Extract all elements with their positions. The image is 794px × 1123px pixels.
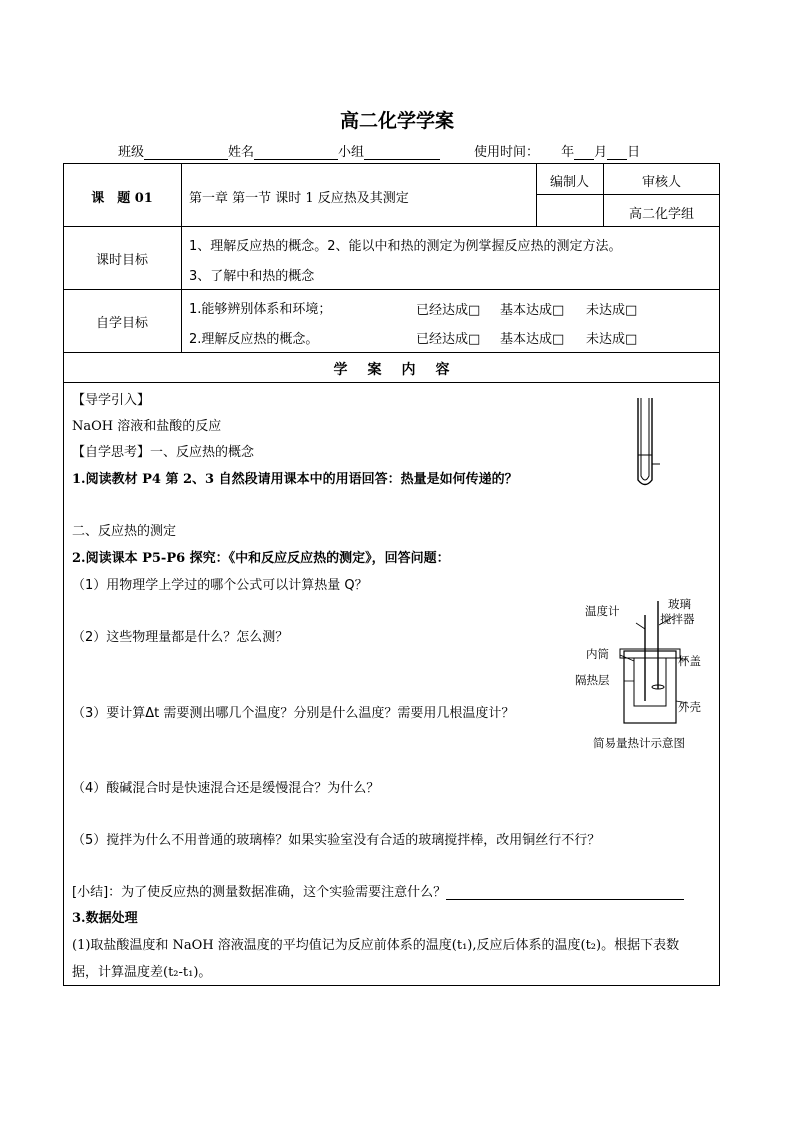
day-label: 日 — [627, 145, 641, 160]
test-tube-icon — [628, 396, 662, 492]
data-task-line-1: (1)取盐酸温度和 NaOH 溶液温度的平均值记为反应前体系的温度(t₁),反应后体系的温度(t₂)。根据下表数 — [72, 938, 680, 953]
group-field[interactable] — [364, 145, 440, 160]
status-not-achieved-option[interactable]: 未达成□ — [586, 303, 638, 318]
reviewer-label: 审核人 — [641, 175, 681, 190]
row-divider — [63, 289, 720, 290]
reviewer-value: 高二化学组 — [628, 207, 694, 222]
figure-caption: 简易量热计示意图 — [593, 736, 685, 750]
status-basic-option[interactable]: 基本达成□ — [500, 303, 565, 318]
sub-question-4: （4）酸碱混合时是快速混合还是缓慢混合？为什么？ — [72, 781, 380, 796]
intro-text: NaOH 溶液和盐酸的反应 — [72, 419, 222, 434]
summary-answer-blank[interactable] — [446, 885, 684, 900]
status-not-achieved-option[interactable]: 未达成□ — [586, 332, 638, 347]
stirrer-label: 玻璃 — [668, 597, 691, 611]
thermometer-label: 温度计 — [585, 604, 620, 618]
day-field[interactable] — [607, 145, 627, 160]
data-task-line-2: 据，计算温度差(t₂-t₁)。 — [72, 965, 212, 980]
insulation-label: 隔热层 — [575, 673, 610, 687]
summary-text: [小结]：为了使反应热的测量数据准确，这个实验需要注意什么？ — [72, 885, 447, 900]
self-study-item-text: 2.理解反应热的概念。 — [189, 332, 319, 347]
topic-label: 课 题 01 — [91, 191, 153, 206]
objectives-line-2: 3、了解中和热的概念 — [189, 269, 315, 284]
row-divider — [536, 194, 720, 195]
objectives-line-1: 1、理解反应热的概念。2、能以中和热的测定为例掌握反应热的测定方法。 — [189, 239, 622, 254]
row-divider — [63, 352, 720, 353]
month-field[interactable] — [574, 145, 594, 160]
date-label: 使用时间： — [474, 145, 540, 160]
year-label: 年 — [561, 145, 575, 160]
sub-question-2: （2）这些物理量都是什么？怎么测？ — [72, 630, 289, 645]
col-divider — [181, 163, 182, 352]
topic-title: 第一章 第一节 课时 1 反应热及其测定 — [189, 191, 409, 206]
question-1: 1.阅读教材 P4 第 2、3 自然段请用课本中的用语回答：热量是如何传递的？ — [72, 472, 518, 487]
sub-question-5: （5）搅拌为什么不用普通的玻璃棒？如果实验室没有合适的玻璃搅拌棒，改用铜丝行不行？ — [72, 833, 601, 848]
section-title: 学案内容 — [333, 362, 470, 378]
class-field[interactable] — [144, 145, 228, 160]
group-label: 小组 — [338, 145, 365, 160]
name-label: 姓名 — [228, 145, 255, 160]
info-line — [118, 141, 640, 160]
sub-question-3: （3）要计算Δt 需要测出哪几个温度？分别是什么温度？需要用几根温度计？ — [72, 706, 515, 721]
shell-label: 外壳 — [678, 700, 701, 714]
objectives-label: 课时目标 — [95, 253, 148, 268]
month-label: 月 — [594, 145, 608, 160]
status-basic-option[interactable]: 基本达成□ — [500, 332, 565, 347]
class-label: 班级 — [118, 145, 145, 160]
inner-cylinder-label: 内筒 — [586, 647, 609, 661]
row-divider — [63, 382, 720, 383]
think-heading: 【自学思考】一、反应热的概念 — [72, 445, 255, 460]
self-study-label: 自学目标 — [95, 316, 148, 331]
part-2-heading: 二、反应热的测定 — [72, 524, 177, 539]
summary-prompt — [72, 881, 684, 900]
status-achieved-option[interactable]: 已经达成□ — [416, 332, 481, 347]
self-study-item-text: 1.能够辨别体系和环境； — [189, 302, 332, 317]
name-field[interactable] — [254, 145, 338, 160]
page-title: 高二化学学案 — [339, 110, 454, 132]
lid-label: 杯盖 — [678, 654, 701, 668]
status-achieved-option[interactable]: 已经达成□ — [416, 303, 481, 318]
row-divider — [63, 226, 720, 227]
intro-heading: 【导学引入】 — [72, 393, 151, 408]
question-3: 3.数据处理 — [72, 911, 138, 926]
stirrer-label: 搅拌器 — [660, 612, 695, 626]
question-2: 2.阅读课本 P5-P6 探究：《中和反应反应热的测定》，回答问题： — [72, 551, 450, 566]
sub-question-1: （1）用物理学上学过的哪个公式可以计算热量 Q？ — [72, 578, 368, 593]
editor-label: 编制人 — [549, 175, 589, 190]
